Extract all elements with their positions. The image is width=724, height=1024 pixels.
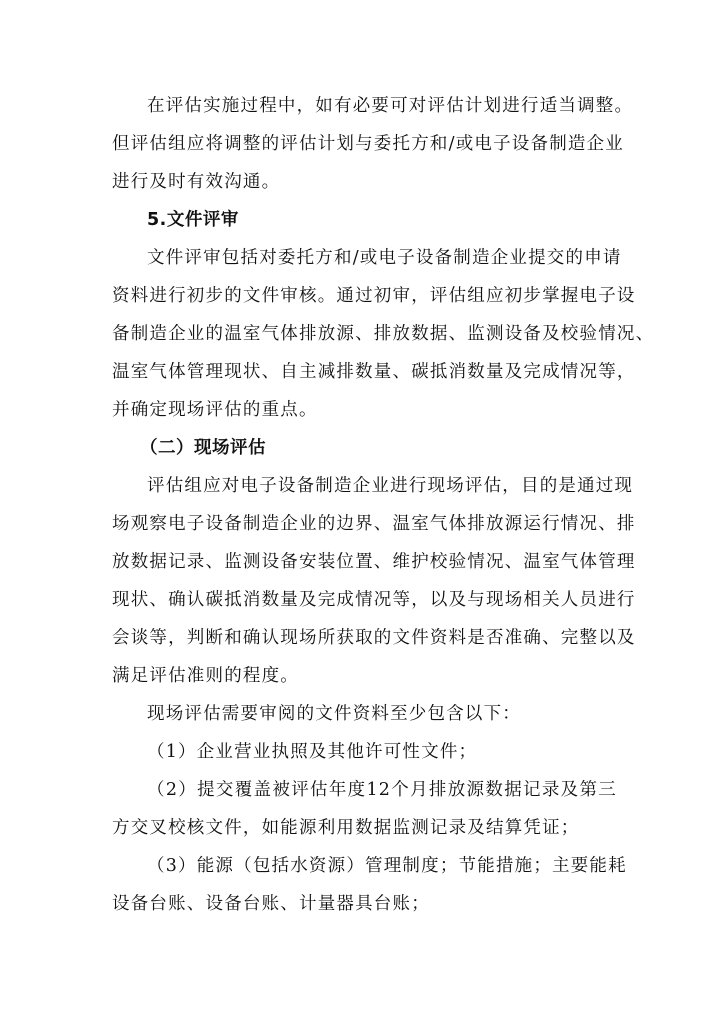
list-item-2-line-1: （2）提交覆盖被评估年度12个月排放源数据记录及第三 xyxy=(147,780,617,800)
paragraph-1-line-2: 但评估组应将调整的评估计划与委托方和/或电子设备制造企业 xyxy=(112,134,624,154)
paragraph-3-line-1: 评估组应对电子设备制造企业进行现场评估，目的是通过现 xyxy=(147,476,634,496)
paragraph-2-line-1: 文件评审包括对委托方和/或电子设备制造企业提交的申请 xyxy=(147,248,622,268)
section-heading-file-review: 5.文件评审 xyxy=(147,210,239,230)
paragraph-3-line-4: 现状、确认碳抵消数量及完成情况等，以及与现场相关人员进行 xyxy=(112,590,636,610)
paragraph-2-line-2: 资料进行初步的文件审核。通过初审，评估组应初步掌握电子设 xyxy=(112,286,636,306)
list-item-3-line-2: 设备台账、设备台账、计量器具台账； xyxy=(112,894,430,914)
paragraph-3-line-3: 放数据记录、监测设备安装位置、维护校验情况、温室气体管理 xyxy=(112,552,636,572)
section-heading-onsite-assessment: （二）现场评估 xyxy=(140,438,266,458)
list-item-1: （1）企业营业执照及其他许可性文件； xyxy=(147,742,478,762)
list-item-3-line-1: （3）能源（包括水资源）管理制度；节能措施；主要能耗 xyxy=(147,856,627,876)
paragraph-1-line-3: 进行及时有效沟通。 xyxy=(112,172,281,192)
paragraph-3-line-6: 满足评估准则的程度。 xyxy=(112,666,299,686)
paragraph-2-line-3: 备制造企业的温室气体排放源、排放数据、监测设备及校验情况、 xyxy=(112,324,655,344)
paragraph-1-line-1: 在评估实施过程中，如有必要可对评估计划进行适当调整。 xyxy=(147,96,634,116)
paragraph-3-line-2: 场观察电子设备制造企业的边界、温室气体排放源运行情况、排 xyxy=(112,514,636,534)
paragraph-2-line-4: 温室气体管理现状、自主减排数量、碳抵消数量及完成情况等， xyxy=(112,362,636,382)
paragraph-3-line-5: 会谈等，判断和确认现场所获取的文件资料是否准确、完整以及 xyxy=(112,628,636,648)
paragraph-2-line-5: 并确定现场评估的重点。 xyxy=(112,400,318,420)
list-item-2-line-2: 方交叉校核文件，如能源利用数据监测记录及结算凭证； xyxy=(112,818,580,838)
paragraph-4: 现场评估需要审阅的文件资料至少包含以下： xyxy=(147,704,521,724)
